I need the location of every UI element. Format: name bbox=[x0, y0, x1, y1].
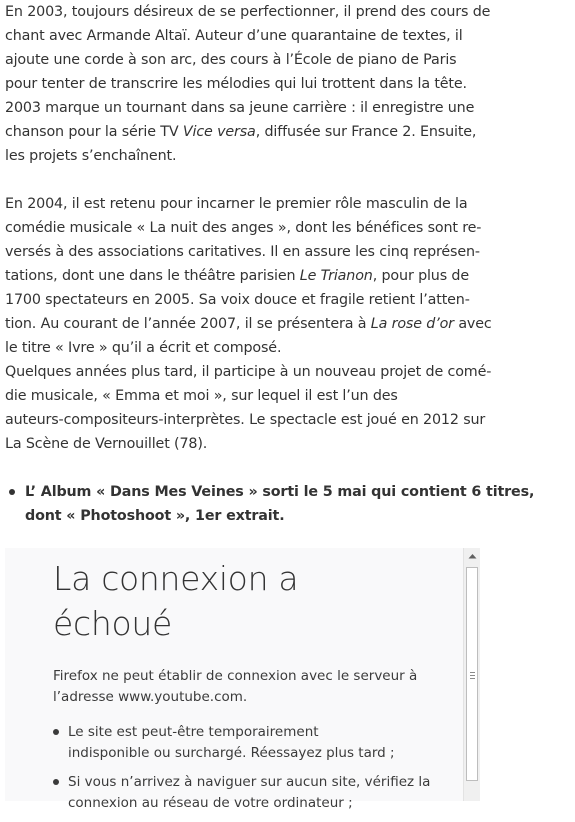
bullet-dot-icon bbox=[9, 489, 15, 495]
text-line: La Scène de Vernouillet (78). bbox=[5, 436, 208, 452]
text-line: 1700 spectateurs en 2005. Sa voix douce et fragile retient l’atten- bbox=[5, 292, 470, 308]
text-line: La connexion a bbox=[53, 559, 299, 598]
text-line: l’adresse www.youtube.com. bbox=[53, 689, 248, 705]
text-line: versés à des associations caritatives. Il en assure les cinq représen- bbox=[5, 244, 480, 260]
paragraph-spacer bbox=[5, 456, 485, 480]
text-line: L’ Album « Dans Mes Veines » sorti le 5 mai qui contient 6 titres, bbox=[25, 484, 535, 500]
text-line bbox=[5, 120, 485, 144]
album-list-item bbox=[5, 480, 535, 528]
bullet-dot-icon bbox=[53, 729, 59, 735]
text-line: les projets s’enchaînent. bbox=[5, 148, 177, 164]
text-segment: , diffusée sur France 2. Ensuite, bbox=[255, 124, 477, 140]
text-line: auteurs-compositeurs-interprètes. Le spectacle est joué en 2012 sur bbox=[5, 412, 486, 428]
text-line: 2003 marque un tournant dans sa jeune carrière : il enregistre une bbox=[5, 100, 475, 116]
text-line: ajoute une corde à son arc, des cours à l’École de piano de Paris bbox=[5, 52, 457, 68]
article-body bbox=[5, 0, 535, 528]
text-line: En 2004, il est retenu pour incarner le premier rôle masculin de la bbox=[5, 196, 468, 212]
text-line: pour tenter de transcrire les mélodies qui lui trottent dans la tête. bbox=[5, 76, 467, 92]
error-page-content bbox=[53, 548, 448, 822]
error-suggestions bbox=[53, 722, 448, 814]
paragraph-2003 bbox=[5, 0, 491, 168]
text-line: dont « Photoshoot », 1er extrait. bbox=[25, 508, 285, 524]
text-segment: avec bbox=[453, 316, 492, 332]
text-segment: chanson pour la série TV bbox=[5, 124, 183, 140]
italic-title: Vice versa bbox=[182, 124, 256, 140]
text-line: Le site est peut-être temporairement bbox=[68, 724, 319, 740]
text-line: connexion au réseau de votre ordinateur ; bbox=[68, 795, 353, 811]
text-line bbox=[5, 264, 485, 288]
youtube-embed-error-frame bbox=[5, 548, 480, 811]
scroll-up-arrow-icon[interactable] bbox=[464, 548, 480, 564]
text-line: comédie musicale « La nuit des anges », dont les bénéfices sont re- bbox=[5, 220, 482, 236]
italic-title: Le Trianon bbox=[299, 268, 373, 284]
text-line bbox=[5, 312, 492, 336]
grip-icon bbox=[470, 672, 475, 679]
bullet-dot-icon bbox=[53, 779, 59, 785]
scrollbar-thumb[interactable] bbox=[466, 567, 478, 781]
text-line: die musicale, « Emma et moi », sur lequel il est l’un des bbox=[5, 388, 398, 404]
text-line: En 2003, toujours désireux de se perfectionner, il prend des cours de bbox=[5, 4, 491, 20]
italic-title: La rose d’or bbox=[370, 316, 454, 332]
embed-scrollbar[interactable] bbox=[463, 548, 480, 801]
text-line: Firefox ne peut établir de connexion avec le serveur à bbox=[53, 668, 418, 684]
text-line: échoué bbox=[53, 604, 172, 643]
text-line: indisponible ou surchargé. Réessayez plus tard ; bbox=[68, 745, 395, 761]
text-line: chant avec Armande Altaï. Auteur d’une quarantaine de textes, il bbox=[5, 28, 463, 44]
album-list bbox=[5, 480, 535, 528]
error-suggestion-item bbox=[53, 772, 448, 814]
text-line: Si vous n’arrivez à naviguer sur aucun site, vérifiez la bbox=[68, 774, 431, 790]
error-description bbox=[53, 666, 448, 708]
text-segment: , pour plus de bbox=[372, 268, 469, 284]
error-suggestion-item bbox=[53, 722, 448, 764]
text-line: le titre « Ivre » qu’il a écrit et composé. bbox=[5, 340, 282, 356]
paragraph-2004 bbox=[5, 192, 492, 456]
text-line: Quelques années plus tard, il participe à un nouveau projet de comé- bbox=[5, 364, 492, 380]
error-title bbox=[53, 556, 448, 646]
text-segment: tion. Au courant de l’année 2007, il se présentera à bbox=[5, 316, 371, 332]
paragraph-spacer bbox=[5, 168, 485, 192]
text-segment: tations, dont une dans le théâtre parisien bbox=[5, 268, 300, 284]
